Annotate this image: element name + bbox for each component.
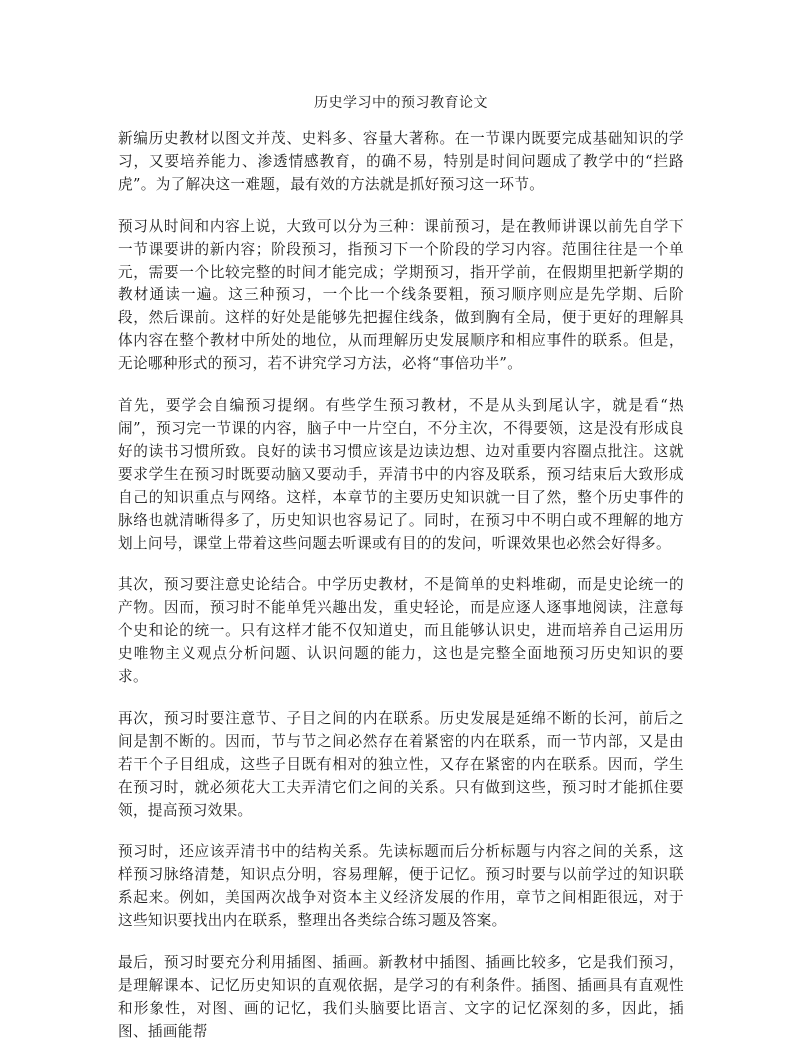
paragraph-6: 预习时，还应该弄清书中的结构关系。先读标题而后分析标题与内容之间的关系，这样预习脉络清楚，知识点分明，容易理解，便于记忆。预习时要与以前学过的知识联系起来。例如，美国两次战争对资本主义经济发展的作用，章节之间相距很远，对于这些知识要找出内在联系，整理出各类综合练习题及答案。 — [118, 843, 684, 930]
paragraph-7: 最后，预习时要充分利用插图、插画。新教材中插图、插画比较多，它是我们预习，是理解课本、记忆历史知识的直观依据，是学习的有利条件。插图、插画具有直观性和形象性，对图、画的记忆，我们头脑要比语言、文字的记忆深刻的多，因此，插图、插画能帮 — [118, 954, 684, 1040]
paragraph-5: 再次，预习时要注意节、子目之间的内在联系。历史发展是延绵不断的长河，前后之间是割不断的。因而，节与节之间必然存在着紧密的内在联系，而一节内部，又是由若干个子目组成，这些子目既有相对的独立性，又存在紧密的内在联系。因而，学生在预习时，就必须花大工夫弄清它们之间的关系。只有做到这些，预习时才能抓住要领，提高预习效果。 — [118, 709, 684, 819]
document-page — [118, 92, 684, 1063]
paragraph-2: 预习从时间和内容上说，大致可以分为三种：课前预习，是在教师讲课以前先自学下一节课要讲的新内容；阶段预习，指预习下一个阶段的学习内容。范围往往是一个单元，需要一个比较完整的时间才能完成；学期预习，指开学前，在假期里把新学期的教材通读一遍。这三种预习，一个比一个线条要粗，预习顺序则应是先学期、后阶段，然后课前。这样的好处是能够先把握住线条，做到胸有全局，便于更好的理解具体内容在整个教材中所处的地位，从而理解历史发展顺序和相应事件的联系。但是，无论哪种形式的预习，若不讲究学习方法，必将“事倍功半”。 — [118, 217, 684, 373]
paragraph-1: 新编历史教材以图文并茂、史料多、容量大著称。在一节课内既要完成基础知识的学习，又要培养能力、渗透情感教育，的确不易，特别是时间问题成了教学中的“拦路虎”。为了解决这一难题，最有效的方法就是抓好预习这一环节。 — [118, 130, 684, 193]
paragraph-3: 首先，要学会自编预习提纲。有些学生预习教材，不是从头到尾认字，就是看“热闹”，预习完一节课的内容，脑子中一片空白，不分主次，不得要领，这是没有形成良好的读书习惯所致。良好的读书习惯应该是边读边想、边对重要内容圈点批注。这就要求学生在预习时既要动脑又要动手，弄清书中的内容及联系，预习结束后大致形成自己的知识重点与网络。这样，本章节的主要历史知识就一目了然，整个历史事件的脉络也就清晰得多了，历史知识也容易记了。同时，在预习中不明白或不理解的地方划上问号，课堂上带着这些问题去听课或有目的的发问，听课效果也必然会好得多。 — [118, 397, 684, 552]
document-title: 历史学习中的预习教育论文 — [314, 95, 488, 111]
paragraph-4: 其次，预习要注意史论结合。中学历史教材，不是简单的史料堆砌，而是史论统一的产物。因而，预习时不能单凭兴趣出发，重史轻论，而是应逐人逐事地阅读，注意每个史和论的统一。只有这样才能不仅知道史，而且能够认识史，进而培养自己运用历史唯物主义观点分析问题、认识问题的能力，这也是完整全面地预习历史知识的要求。 — [118, 576, 684, 686]
